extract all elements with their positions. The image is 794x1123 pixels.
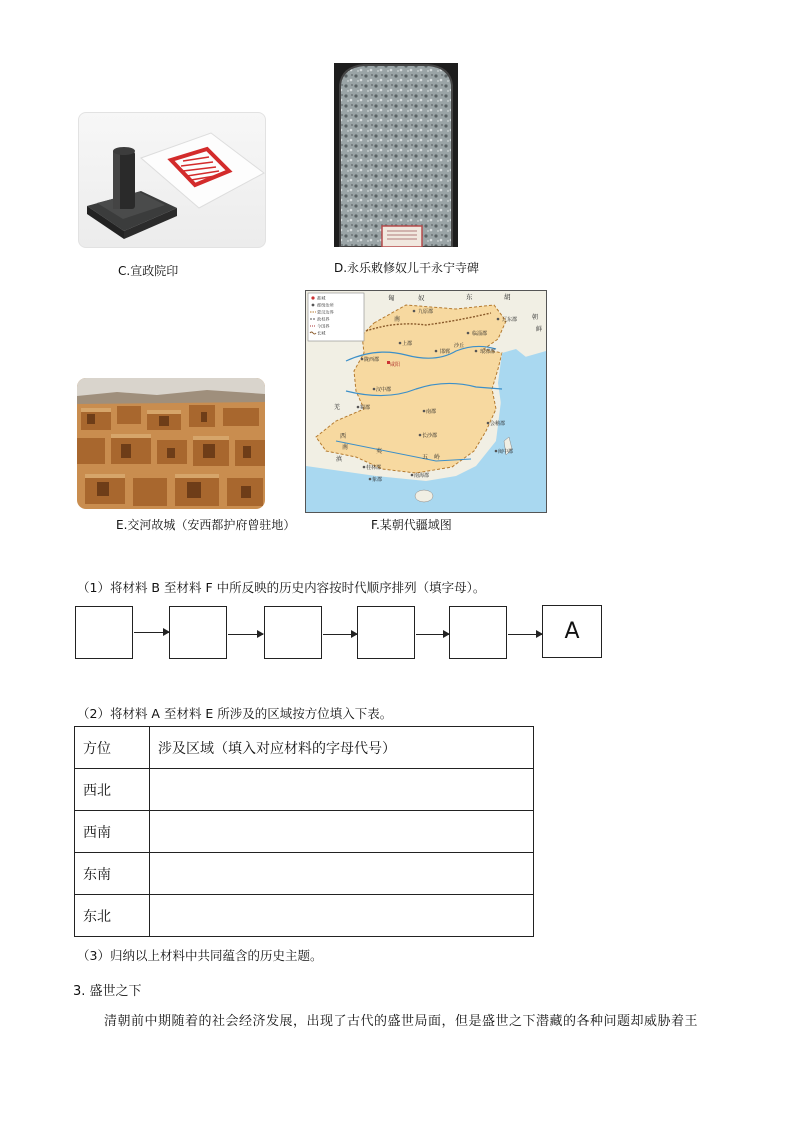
question-1: （1）将材料 B 至材料 F 中所反映的历史内容按时代顺序排列（填字母）。 bbox=[77, 580, 486, 595]
order-box-3[interactable] bbox=[264, 606, 322, 659]
direction-cell: 西南 bbox=[75, 811, 150, 853]
answer-cell[interactable] bbox=[150, 895, 534, 937]
map-label: 会稽郡 bbox=[490, 421, 506, 427]
map-label: 五 bbox=[422, 454, 429, 461]
table-header-cell: 涉及区域（填入对应材料的字母代号） bbox=[150, 727, 534, 769]
map-label: 临淄郡 bbox=[472, 331, 488, 337]
arrow-5 bbox=[508, 634, 542, 635]
section-title: 3. 盛世之下 bbox=[73, 984, 142, 999]
map-label: 沙丘 bbox=[454, 343, 465, 349]
map-label: 南 bbox=[394, 316, 401, 323]
map-label: 南 bbox=[342, 444, 349, 451]
map-label: 匈 bbox=[388, 294, 395, 302]
map-label: 桂林郡 bbox=[366, 465, 382, 471]
arrow-4 bbox=[416, 634, 449, 635]
order-box-1[interactable] bbox=[75, 606, 133, 659]
map-label: 朝 bbox=[532, 314, 539, 321]
region-table bbox=[74, 726, 534, 937]
ruins-image bbox=[77, 378, 265, 509]
map-label: 上郡 bbox=[402, 341, 413, 347]
order-box-2[interactable] bbox=[169, 606, 227, 659]
direction-cell: 西北 bbox=[75, 769, 150, 811]
caption-c: C.宣政院印 bbox=[118, 264, 179, 278]
table-row bbox=[75, 895, 534, 937]
map-label: 滇 bbox=[336, 456, 343, 463]
question-3: （3）归纳以上材料中共同蕴含的历史主题。 bbox=[77, 948, 323, 963]
direction-cell: 东南 bbox=[75, 853, 150, 895]
map-label: 岭 bbox=[434, 454, 441, 461]
table-header-row bbox=[75, 727, 534, 769]
order-box-4[interactable] bbox=[357, 606, 415, 659]
map-label: 陇西郡 bbox=[364, 357, 380, 363]
stele-image bbox=[334, 63, 458, 247]
table-header-cell: 方位 bbox=[75, 727, 150, 769]
map-label: 南郡 bbox=[426, 409, 437, 415]
map-label: 琅邪郡 bbox=[480, 349, 496, 355]
caption-d: D.永乐敕修奴儿干永宁寺碑 bbox=[334, 261, 480, 275]
seal-image bbox=[78, 112, 266, 248]
map-label: 鲜 bbox=[536, 326, 543, 333]
legend-item: 都城 bbox=[317, 295, 326, 301]
arrow-3 bbox=[323, 634, 357, 635]
map-label: 南海郡 bbox=[414, 473, 430, 479]
map-label: 胡 bbox=[504, 293, 511, 301]
answer-cell[interactable] bbox=[150, 811, 534, 853]
question-2: （2）将材料 A 至材料 E 所涉及的区域按方位填入下表。 bbox=[77, 706, 393, 721]
arrow-2 bbox=[228, 634, 263, 635]
section-body: 清朝前中期随着的社会经济发展，出现了古代的盛世局面，但是盛世之下潜藏的各种问题却威胁着王 bbox=[104, 1014, 699, 1029]
map-label: 夷 bbox=[376, 448, 383, 455]
map-label: 九原郡 bbox=[418, 309, 434, 315]
caption-f: F.某朝代疆域图 bbox=[371, 518, 452, 532]
map-label: 蜀郡 bbox=[360, 405, 371, 411]
order-box-5[interactable] bbox=[449, 606, 507, 659]
order-box-final: A bbox=[542, 605, 602, 658]
table-row bbox=[75, 769, 534, 811]
map-label: 咸阳 bbox=[390, 362, 401, 368]
answer-cell[interactable] bbox=[150, 769, 534, 811]
territory-map bbox=[305, 290, 547, 513]
legend-item: 郡级治所 bbox=[317, 302, 334, 308]
map-label: 闽中郡 bbox=[498, 449, 514, 455]
map-label: 汉中郡 bbox=[376, 387, 392, 393]
map-label: 西 bbox=[340, 433, 347, 440]
legend-item: 今国界 bbox=[317, 323, 330, 329]
legend-item: 政权界 bbox=[317, 316, 330, 322]
direction-cell: 东北 bbox=[75, 895, 150, 937]
legend-item: 蒙汉边界 bbox=[317, 309, 334, 315]
map-label: 奴 bbox=[418, 294, 425, 302]
map-label: 羌 bbox=[334, 404, 341, 411]
map-label: 辽东郡 bbox=[502, 317, 518, 323]
map-label: 东 bbox=[466, 293, 473, 301]
caption-e: E.交河故城（安西都护府曾驻地） bbox=[116, 518, 296, 532]
arrow-1 bbox=[134, 632, 169, 633]
table-row bbox=[75, 811, 534, 853]
table-row bbox=[75, 853, 534, 895]
answer-cell[interactable] bbox=[150, 853, 534, 895]
map-label: 长沙郡 bbox=[422, 433, 438, 439]
map-label: 象郡 bbox=[372, 477, 383, 483]
map-label: 邯郸 bbox=[440, 349, 451, 355]
legend-item: 长城 bbox=[317, 330, 326, 336]
